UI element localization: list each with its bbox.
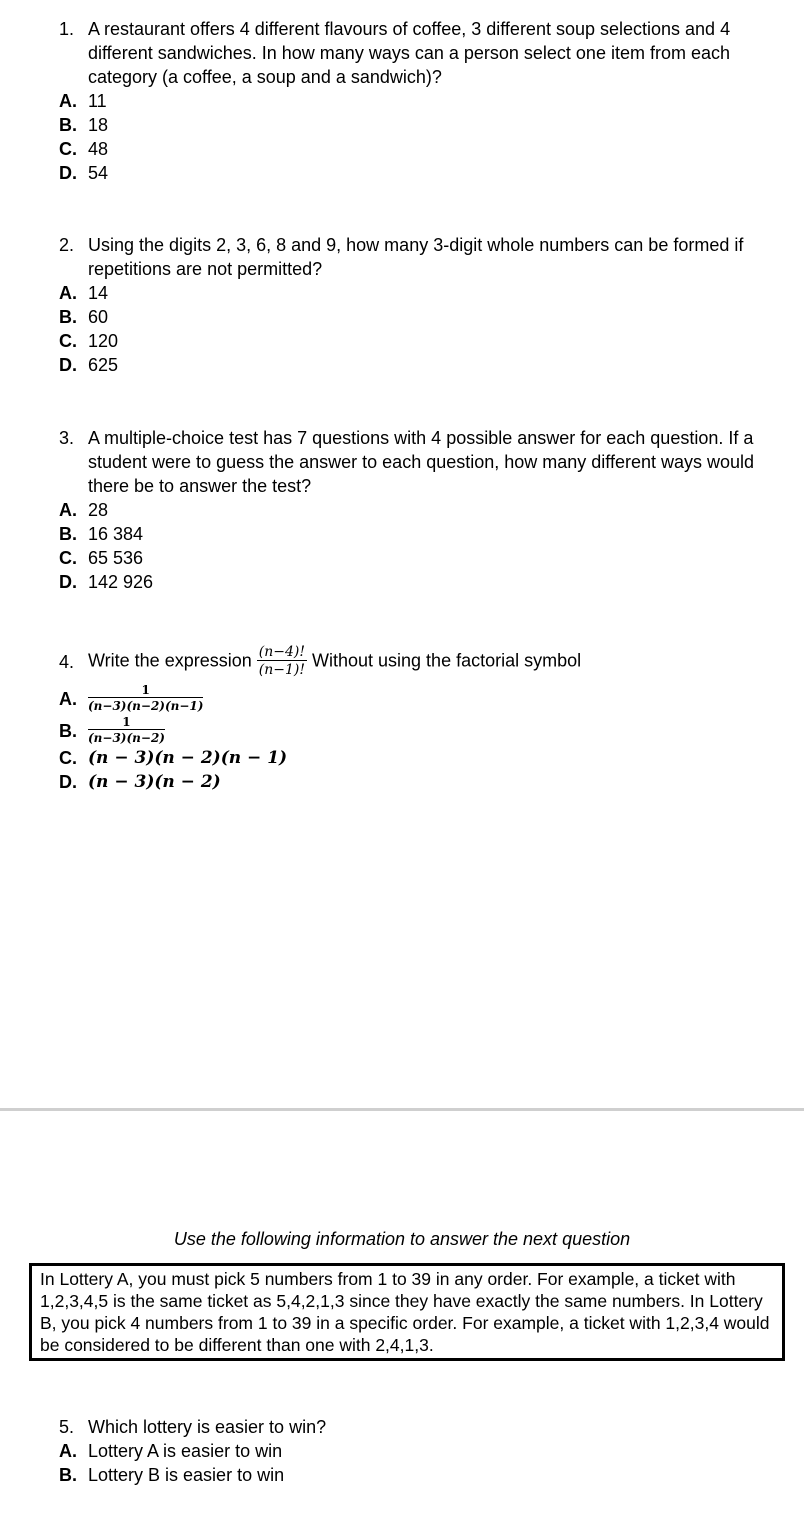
question-text: A multiple-choice test has 7 questions with 4 possible answer for each question. If a student were to guess the answer to each question, how many different ways would there be to answer the test?: [88, 428, 755, 496]
option-a[interactable]: [59, 683, 784, 714]
option-b[interactable]: [59, 715, 784, 746]
option-letter: D.: [59, 772, 77, 792]
option-text: Lottery A is easier to win: [88, 1441, 283, 1461]
option-c[interactable]: [59, 329, 784, 353]
option-letter: A.: [59, 1441, 77, 1461]
option-c[interactable]: [59, 746, 784, 770]
option-text: 60: [88, 307, 109, 327]
option-a[interactable]: [59, 281, 784, 305]
option-text: 11: [88, 91, 107, 111]
option-d[interactable]: [59, 353, 784, 377]
fraction-numerator: 1: [122, 715, 131, 729]
option-fraction: [88, 715, 165, 746]
question-text-before: Write the expression: [88, 650, 252, 671]
instruction-text: Use the following information to answer the next question: [173, 1229, 631, 1249]
option-text: 28: [88, 500, 109, 520]
option-letter: A.: [59, 689, 77, 709]
question-5: [59, 1415, 784, 1487]
option-text: 18: [88, 115, 109, 135]
option-fraction: [88, 683, 203, 714]
option-text: 16 384: [88, 524, 144, 544]
option-letter: C.: [59, 331, 77, 351]
option-letter: B.: [59, 1465, 77, 1485]
option-letter: D.: [59, 355, 77, 375]
question-1: [59, 17, 784, 185]
option-letter: A.: [59, 91, 77, 111]
option-text: 65 536: [88, 548, 144, 568]
option-text: Lottery B is easier to win: [88, 1465, 285, 1485]
option-b[interactable]: [59, 305, 784, 329]
option-letter: D.: [59, 163, 77, 183]
option-c[interactable]: [59, 137, 784, 161]
option-d[interactable]: [59, 161, 784, 185]
question-text: Which lottery is easier to win?: [88, 1417, 327, 1437]
page-divider: [0, 1108, 804, 1111]
option-text: 625: [88, 355, 119, 375]
option-a[interactable]: [59, 1439, 784, 1463]
question-text-after: Without using the factorial symbol: [312, 650, 582, 671]
option-text: 120: [88, 331, 119, 351]
question-3: [59, 426, 784, 594]
factorial-fraction: [257, 644, 307, 679]
option-text: 54: [88, 163, 109, 183]
question-number: 2.: [59, 235, 75, 255]
question-number: 3.: [59, 428, 75, 448]
question-4: [59, 644, 784, 794]
fraction-denominator: (n−3)(n−2): [88, 731, 165, 745]
option-text: 142 926: [88, 572, 154, 592]
option-letter: B.: [59, 721, 77, 741]
option-letter: A.: [59, 500, 77, 520]
option-text: (n − 3)(n − 2): [88, 772, 221, 792]
option-a[interactable]: [59, 89, 784, 113]
fraction-denominator: (n−3)(n−2)(n−1): [88, 699, 204, 713]
question-number: 5.: [59, 1417, 75, 1437]
option-a[interactable]: [59, 498, 784, 522]
question-text: [88, 644, 784, 679]
question-2: [59, 233, 784, 377]
option-letter: C.: [59, 139, 77, 159]
option-d[interactable]: [59, 770, 784, 794]
option-letter: B.: [59, 524, 77, 544]
question-text: A restaurant offers 4 different flavours of coffee, 3 different soup selections and 4 different sandwiches. In how many ways can a person select one item from each category (a coffee, a soup and a sandwich)?: [88, 19, 731, 87]
option-text: 48: [88, 139, 109, 159]
option-b[interactable]: [59, 113, 784, 137]
fraction-numerator: 1: [141, 683, 150, 697]
option-text: 14: [88, 283, 109, 303]
question-text: Using the digits 2, 3, 6, 8 and 9, how many 3-digit whole numbers can be formed if repetitions are not permitted?: [88, 235, 744, 279]
option-b[interactable]: [59, 522, 784, 546]
option-letter: C.: [59, 748, 77, 768]
lottery-info-box: In Lottery A, you must pick 5 numbers from 1 to 39 in any order. For example, a ticket with 1,2,3,4,5 is the same ticket as 5,4,2,1,3 since they have exactly the same numbers. In Lottery B, you pick 4 numbers from 1 to 39 in a specific order. For example, a ticket with 1,2,3,4 would be considered to be different than one with 2,4,1,3.: [29, 1263, 785, 1361]
fraction-denominator: (n−1)!: [258, 662, 305, 678]
option-letter: A.: [59, 283, 77, 303]
option-c[interactable]: [59, 546, 784, 570]
option-letter: B.: [59, 307, 77, 327]
option-letter: C.: [59, 548, 77, 568]
option-text: (n − 3)(n − 2)(n − 1): [88, 748, 288, 768]
question-number: 4.: [59, 651, 75, 672]
fraction-numerator: (n−4)!: [258, 644, 305, 660]
option-letter: B.: [59, 115, 77, 135]
option-b[interactable]: [59, 1463, 784, 1487]
option-letter: D.: [59, 572, 77, 592]
question-number: 1.: [59, 19, 75, 39]
option-d[interactable]: [59, 570, 784, 594]
